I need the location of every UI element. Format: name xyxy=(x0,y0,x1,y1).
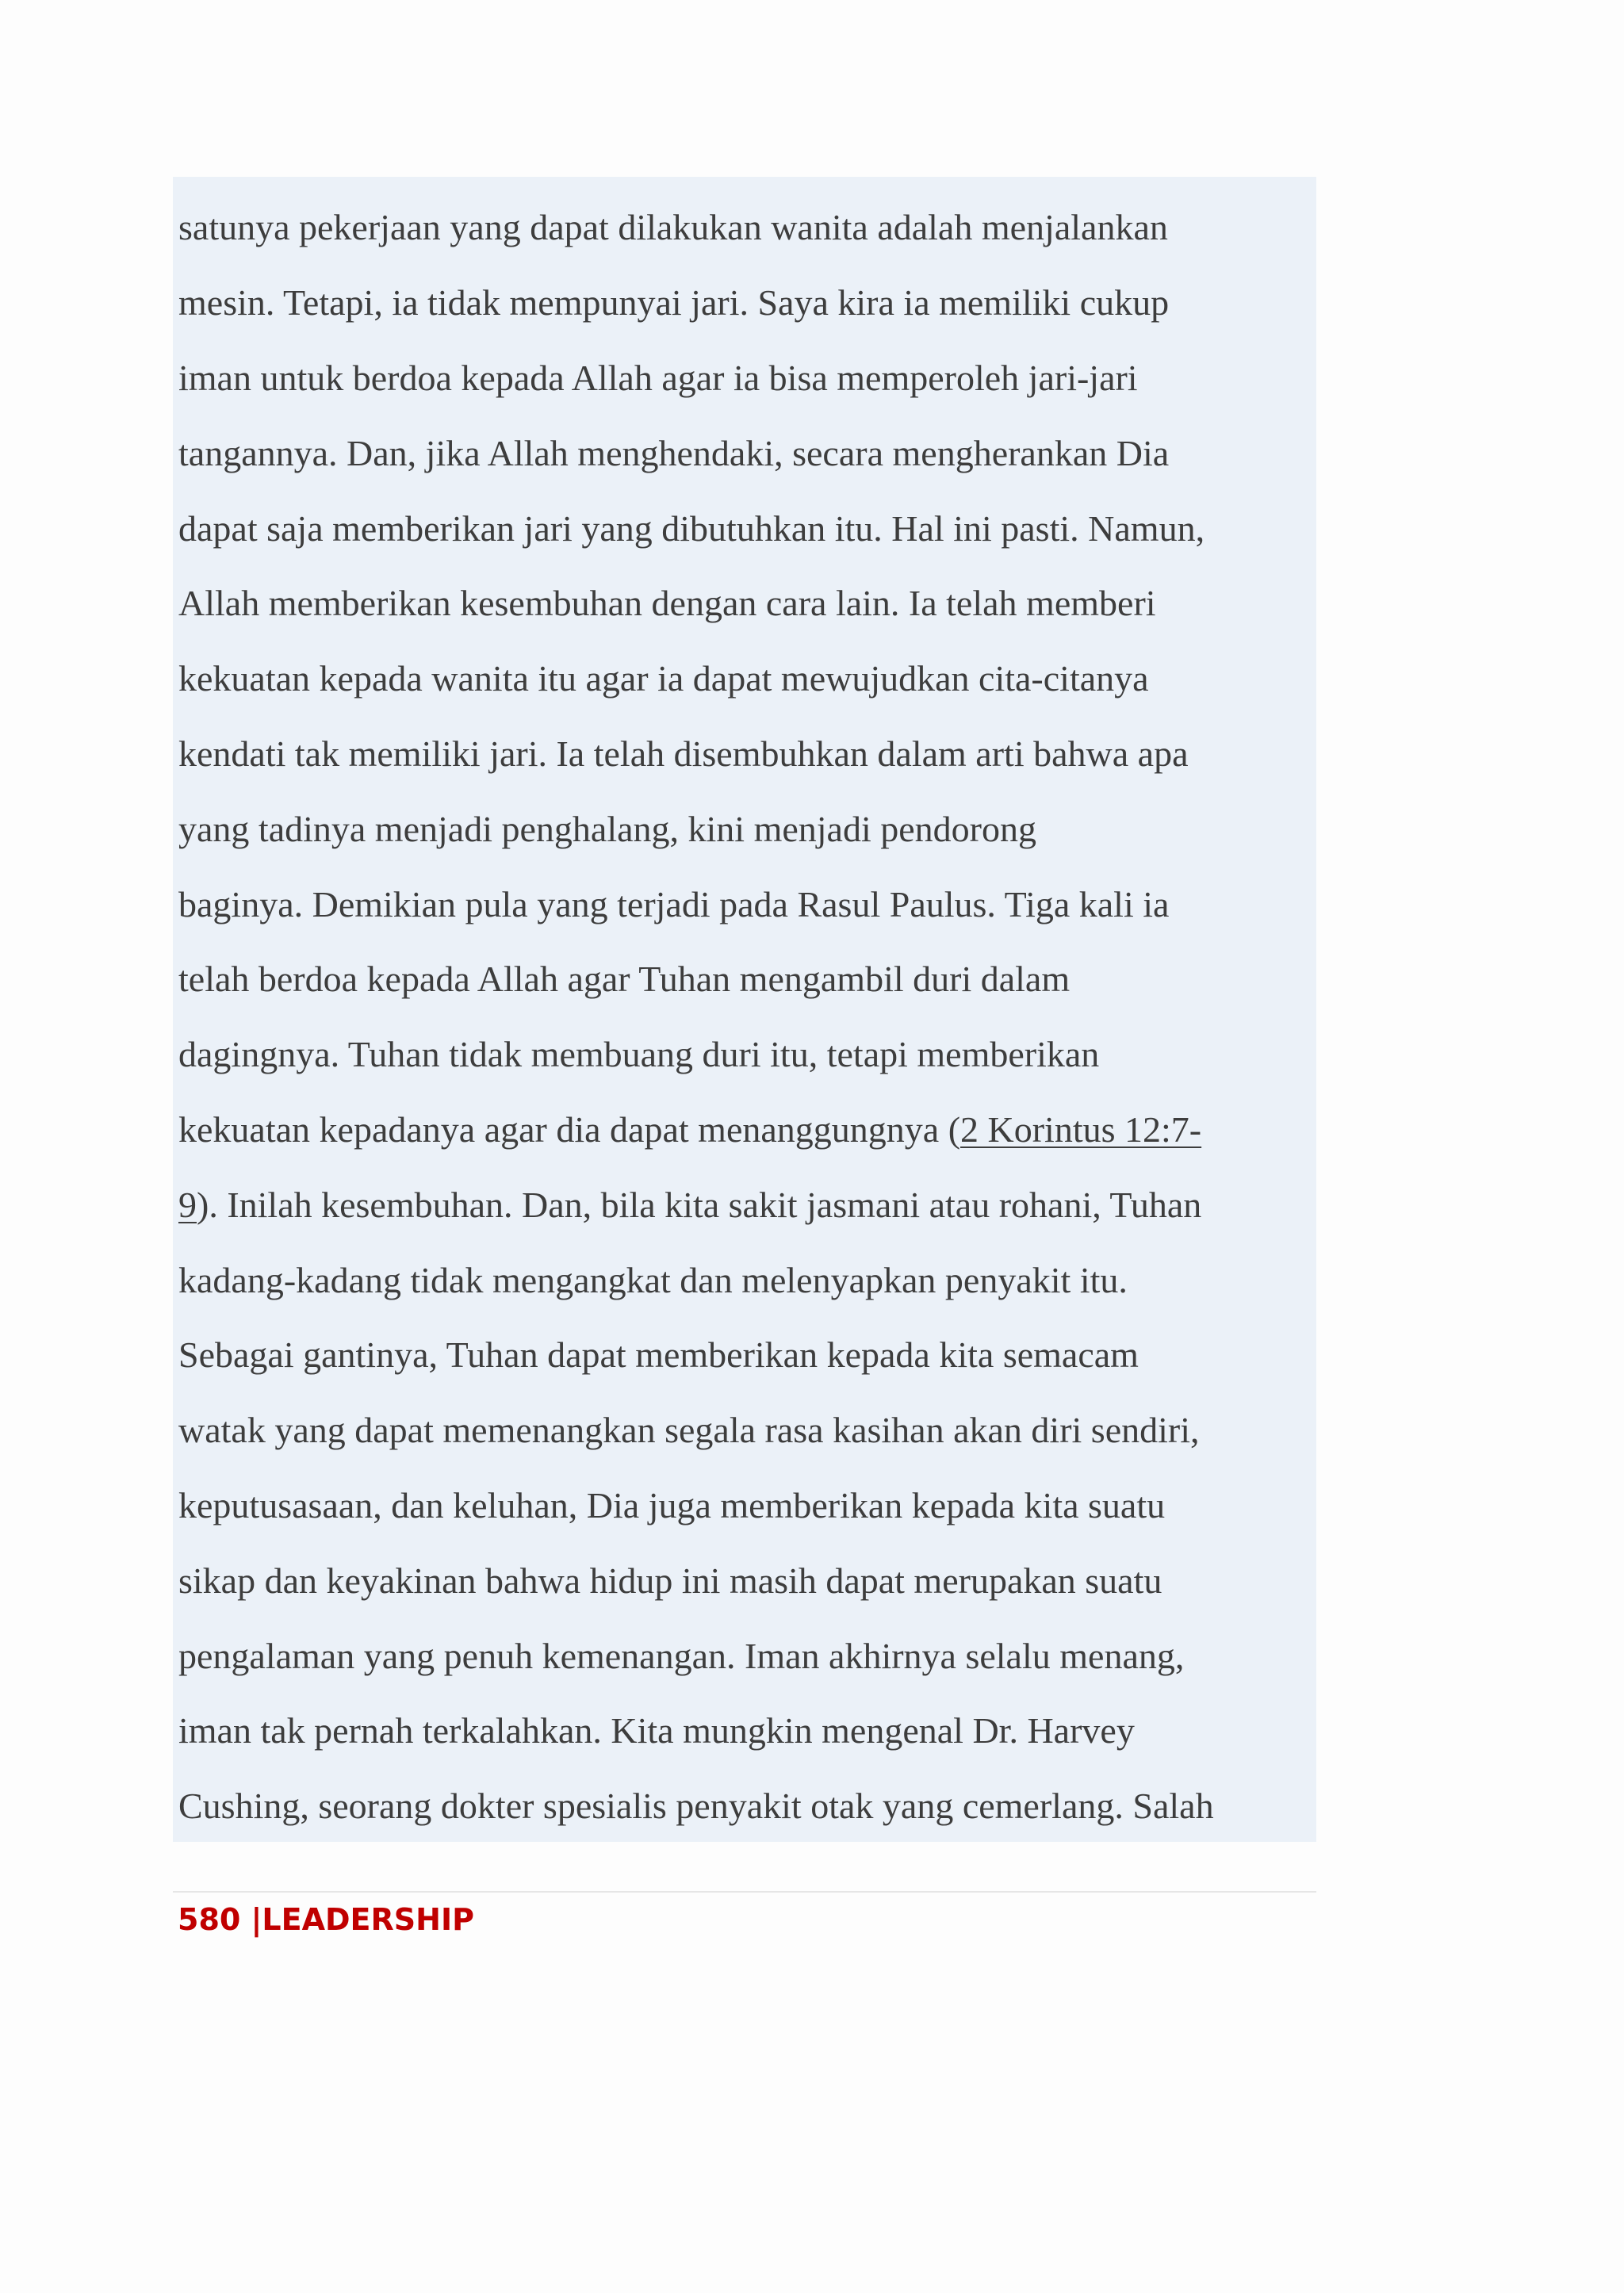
body-line xyxy=(178,1106,1201,1154)
body-line: tangannya. Dan, jika Allah menghendaki, secara mengherankan Dia xyxy=(178,433,1170,473)
body-line: kendati tak memiliki jari. Ia telah disembuhkan dalam arti bahwa apa xyxy=(178,733,1189,774)
body-line: Cushing, seorang dokter spesialis penyakit otak yang cemerlang. Salah xyxy=(178,1786,1214,1826)
body-line-text: kekuatan kepadanya agar dia dapat menanggungnya ( xyxy=(178,1109,961,1150)
body-line: baginya. Demikian pula yang terjadi pada Rasul Paulus. Tiga kali ia xyxy=(178,884,1170,924)
body-line: Sebagai gantinya, Tuhan dapat memberikan kepada kita semacam xyxy=(178,1334,1139,1375)
body-line: kekuatan kepada wanita itu agar ia dapat mewujudkan cita-citanya xyxy=(178,658,1149,699)
body-line: watak yang dapat memenangkan segala rasa kasihan akan diri sendiri, xyxy=(178,1410,1200,1450)
body-line: pengalaman yang penuh kemenangan. Iman akhirnya selalu menang, xyxy=(178,1636,1185,1676)
scripture-reference-link-continued[interactable]: 9 xyxy=(178,1185,197,1225)
body-line: dagingnya. Tuhan tidak membuang duri itu, tetapi memberikan xyxy=(178,1034,1100,1074)
body-line: mesin. Tetapi, ia tidak mempunyai jari. Saya kira ia memiliki cukup xyxy=(178,282,1170,323)
body-line: satunya pekerjaan yang dapat dilakukan wanita adalah menjalankan xyxy=(178,207,1168,247)
body-line xyxy=(178,1181,1201,1229)
page-footer: 580 |LEADERSHIP xyxy=(178,1902,474,1937)
body-line: dapat saja memberikan jari yang dibutuhkan itu. Hal ini pasti. Namun, xyxy=(178,508,1205,549)
body-line-text: ). Inilah kesembuhan. Dan, bila kita sakit jasmani atau rohani, Tuhan xyxy=(197,1185,1202,1225)
body-line: yang tadinya menjadi penghalang, kini menjadi pendorong xyxy=(178,809,1036,849)
body-line: kadang-kadang tidak mengangkat dan melenyapkan penyakit itu. xyxy=(178,1260,1128,1300)
body-line: telah berdoa kepada Allah agar Tuhan mengambil duri dalam xyxy=(178,959,1071,999)
body-text-block xyxy=(173,177,1316,1842)
scripture-reference-link[interactable]: 2 Korintus 12:7- xyxy=(960,1109,1202,1150)
footer-divider xyxy=(173,1891,1316,1893)
body-line: iman tak pernah terkalahkan. Kita mungkin mengenal Dr. Harvey xyxy=(178,1710,1135,1751)
body-line: sikap dan keyakinan bahwa hidup ini masih dapat merupakan suatu xyxy=(178,1560,1162,1601)
body-line: keputusasaan, dan keluhan, Dia juga memberikan kepada kita suatu xyxy=(178,1485,1166,1525)
body-line: Allah memberikan kesembuhan dengan cara lain. Ia telah memberi xyxy=(178,583,1156,623)
body-line: iman untuk berdoa kepada Allah agar ia bisa memperoleh jari-jari xyxy=(178,358,1138,398)
